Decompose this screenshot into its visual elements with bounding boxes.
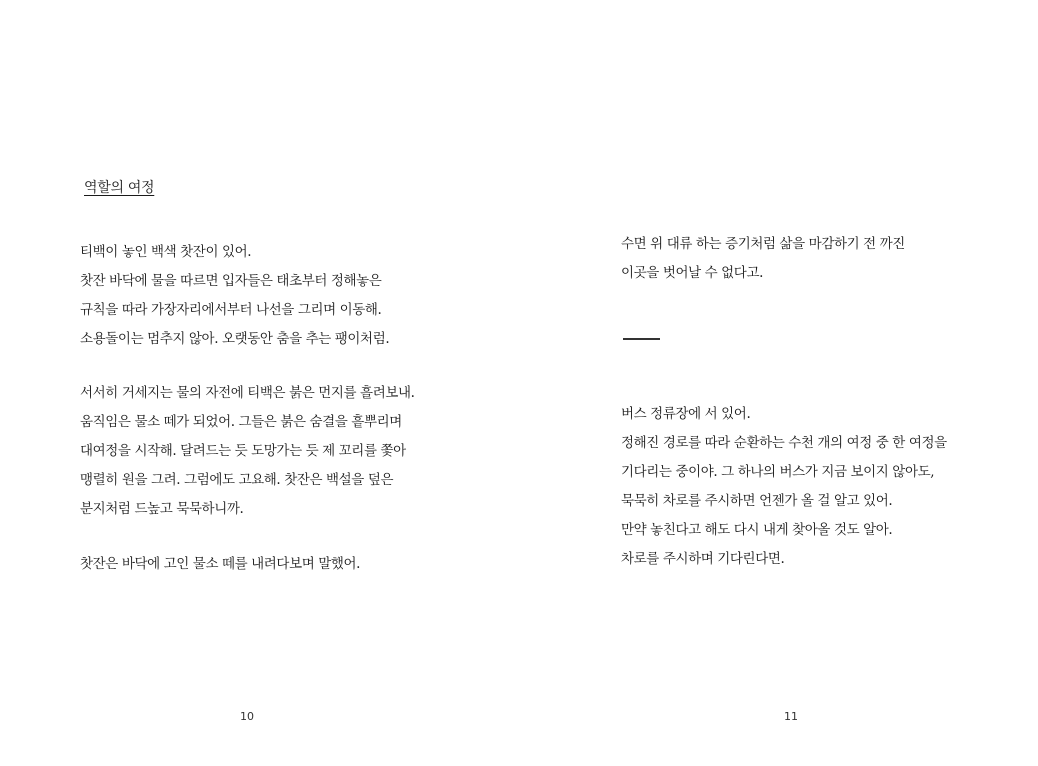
- section-divider: [623, 338, 660, 340]
- chapter-title: 역할의 여정: [84, 180, 155, 196]
- text-line: 분지처럼 드높고 묵묵하니까.: [80, 501, 244, 517]
- paragraph-1: [621, 230, 905, 288]
- text-line: 맹렬히 원을 그려. 그럼에도 고요해. 찻잔은 백설을 덮은: [80, 472, 394, 488]
- text-line: 찻잔 바닥에 물을 따르면 입자들은 태초부터 정해놓은: [80, 273, 382, 289]
- text-line: 이곳을 벗어날 수 없다고.: [621, 265, 763, 281]
- text-line: 소용돌이는 멈추지 않아. 오랫동안 춤을 추는 팽이처럼.: [80, 331, 390, 347]
- page-number: 10: [240, 710, 254, 723]
- text-line: 찻잔은 바닥에 고인 물소 떼를 내려다보며 말했어.: [80, 556, 361, 572]
- text-line: 수면 위 대류 하는 증기처럼 삶을 마감하기 전 까진: [621, 236, 905, 252]
- text-line: 만약 놓친다고 해도 다시 내게 찾아올 것도 알아.: [621, 522, 893, 538]
- text-line: 규칙을 따라 가장자리에서부터 나선을 그리며 이동해.: [80, 302, 382, 318]
- text-line: 버스 정류장에 서 있어.: [621, 406, 751, 422]
- text-line: 기다리는 중이야. 그 하나의 버스가 지금 보이지 않아도,: [621, 464, 935, 480]
- paragraph-2: [621, 400, 947, 574]
- right-page: [519, 0, 1038, 766]
- paragraph-2: [80, 379, 415, 524]
- paragraph-3: [80, 550, 360, 579]
- text-line: 티백이 놓인 백색 찻잔이 있어.: [80, 244, 252, 260]
- text-line: 차로를 주시하며 기다린다면.: [621, 551, 785, 567]
- text-line: 움직임은 물소 떼가 되었어. 그들은 붉은 숨결을 흩뿌리며: [80, 414, 402, 430]
- text-line: 정해진 경로를 따라 순환하는 수천 개의 여정 중 한 여정을: [621, 435, 947, 451]
- paragraph-1: [80, 238, 389, 354]
- text-line: 대여정을 시작해. 달려드는 듯 도망가는 듯 제 꼬리를 쫓아: [80, 443, 406, 459]
- text-line: 서서히 거세지는 물의 자전에 티백은 붉은 먼지를 흘려보내.: [80, 385, 415, 401]
- page-number: 11: [784, 710, 798, 723]
- text-line: 묵묵히 차로를 주시하면 언젠가 올 걸 알고 있어.: [621, 493, 893, 509]
